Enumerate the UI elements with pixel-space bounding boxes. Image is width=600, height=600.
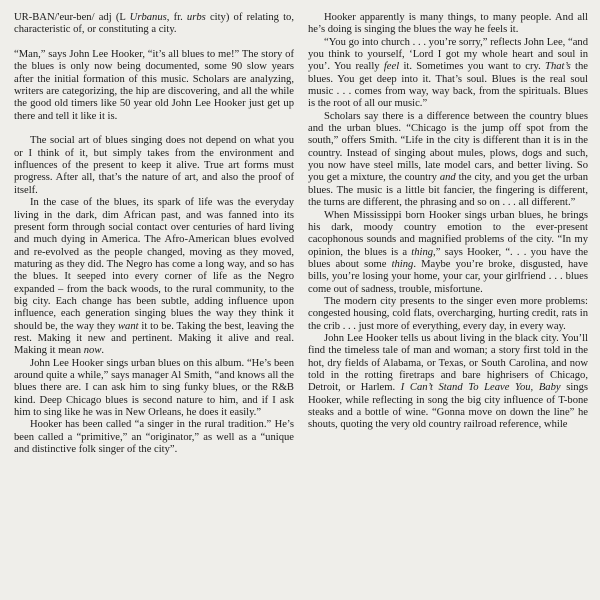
italic-text-run: I Can’t Stand To Leave You, Baby: [400, 382, 561, 394]
paragraph: [308, 296, 588, 333]
text-run: John Lee Hooker tells us about living in the black city. You’ll find the timeless tale of man and woman; a story first told in the hot, dry fields of Alabama, or Texas, or South Carolina, and now told in the rotting firetraps and bare highrisers of Chicago, Detroit, or Harlem.: [308, 332, 588, 394]
paragraph: [14, 358, 294, 420]
text-run: Hooker apparently is many things, to many people. And all he’s doing is singing the blues the way he feels it.: [308, 12, 588, 36]
text-run: The modern city presents to the singer even more problems: congested housing, cold flats, overcharging, hurting credit, rats in the crib . . . just more of everything, every day, in every way.: [308, 295, 588, 332]
text-run: John Lee Hooker sings urban blues on this album. “He’s been around quite a while,” says manager Al Smith, “and knows all the blues there are. I can ask him to sing funky blues, or the R&B kind. Deep Chicago blues is second nature to him, and if I ask him to sing like he was in New Orleans, he does it easily.”: [14, 357, 294, 418]
italic-text-run: Urbanus: [129, 12, 167, 23]
paragraph: [308, 333, 588, 432]
text-run: it to be. Taking the best, leaving the rest. Making it new and pertinent. Making it alive and real. Making it mean: [14, 320, 294, 357]
text-run: UR-BAN/'eur-ben/ adj (L: [14, 12, 130, 23]
text-run: .: [101, 345, 105, 357]
paragraph: [308, 12, 588, 37]
text-run: When Mississippi born Hooker sings urban blues, he brings his dark, moody country emotion to the ever-present cacophonous sounds and magnified problems of the city. “In my opinion, the blues is a: [308, 209, 588, 258]
text-run: In the case of the blues, its spark of life was the everyday living in the dark, dim African past, and was fanned into its present form through social contact over centuries of hard living and much dying in America. The Afro-American blues evolved and re-evolved as the people changed, moving as they moved, maturing as they did. The Negro has come a long way, and so has the blues. It seeped into every corner of life as the Negro expanded – from the back woods, to the rural community, to the big city. Each change has been subtle, adding influence upon influence, each generation singing blues the way they think it should be, the way they: [14, 197, 294, 332]
text-run: the city, and you get the urban blues. The music is a little bit fancier, the fingering is different, the turns are different, the phrasing and so on . . . all different.”: [308, 172, 588, 209]
text-run: “You go into church . . . you’re sorry,” reflects John Lee, “and you think to yourself, ‘Lord I got my whole heart and soul in you’. You really: [308, 36, 588, 73]
text-run: the blues. You get deep into it. That’s soul. Blues is the real soul music . . . comes from way, way back, from the spirituals. Blues is the root of all our music.”: [308, 61, 589, 110]
italic-text-run: now: [83, 345, 102, 357]
text-run: . Maybe you’re broke, disgusted, have bills, you’re losing your home, your car, your girlfriend . . . blues come out of sadness, trouble, misfortune.: [308, 258, 588, 295]
paragraph: [14, 197, 294, 357]
text-run: “Man,” says John Lee Hooker, “it’s all blues to me!” The story of the blues is only now being documented, some 90 slow years after the initial formation of this music. Scholars are analyzing, writers are categorizing, the hip are discovering, and all the while the good old timers like 50 year old John Lee Hooker just get up there and tell it like it is.: [14, 49, 294, 122]
left-text-column: [14, 12, 294, 600]
paragraph: [14, 419, 294, 456]
paragraph: [14, 12, 294, 37]
italic-text-run: and: [439, 172, 456, 184]
text-run: Hooker has been called “a singer in the rural tradition.” He’s been called a “primitive,” an “originator,” as well as a “unique and distinctive folk singer of the city”.: [14, 419, 294, 456]
text-run: Scholars say there is a difference between the country blues and the urban blues. “Chicago is the jump off spot from the south,” offers Smith. “Life in the city is different than it is in the country. Instead of singing about mules, plows, dogs and such, you now have steel mills, late model cars, and better living. So you get a mixture, the country: [308, 110, 588, 184]
italic-text-run: feel: [383, 61, 400, 73]
paragraph: [14, 49, 294, 123]
text-run: city) of relating to, characteristic of, or constituting a city.: [14, 12, 295, 36]
text-run: , fr.: [166, 12, 187, 23]
text-run: ,” says Hooker, “. . . you have the blues about some: [308, 246, 588, 270]
paragraph: [308, 111, 588, 210]
italic-text-run: urbs: [186, 12, 206, 23]
text-run: sings Hooker, while reflecting in song the big city influence of T-bone steaks and a bottle of wine. “Gonna move on down the line” he shouts, quoting the very old country railroad reference, while: [308, 382, 589, 431]
text-run: The social art of blues singing does not depend on what you or I think of it, but simply takes from the environment and influences of the present to keep it alive. True art forms must progress. After all, that’s the nature of art, and also the proof of itself.: [14, 135, 294, 196]
italic-text-run: thing: [411, 246, 434, 258]
italic-text-run: That’s: [545, 61, 571, 73]
text-run: it. Sometimes you want to cry.: [399, 61, 546, 73]
italic-text-run: thing: [391, 258, 414, 270]
paragraph: [308, 37, 588, 111]
paragraph: [308, 210, 588, 296]
right-text-column: [308, 12, 588, 600]
paragraph: [14, 135, 294, 197]
italic-text-run: want: [117, 320, 139, 332]
